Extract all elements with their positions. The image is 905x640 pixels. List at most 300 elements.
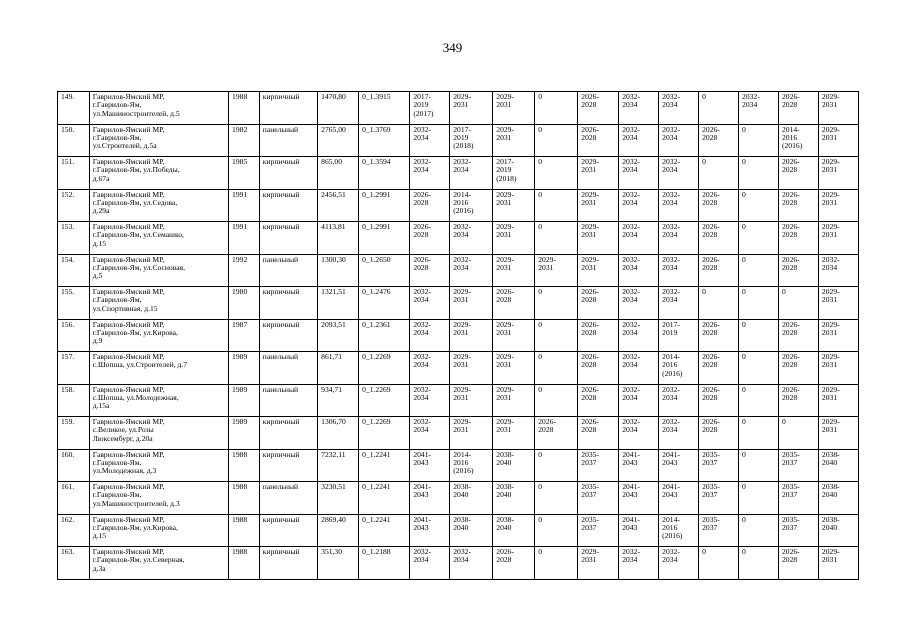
year-cell-line: 1988 — [232, 449, 248, 459]
period-cell-1-line: 2034 — [413, 327, 429, 337]
period-cell-3-line: 2040 — [496, 457, 512, 467]
year-cell — [229, 352, 260, 385]
period-cell-1-line: 2019 — [413, 100, 429, 110]
period-cell-5-line: 2031 — [581, 165, 597, 175]
period-cell-2-line: 2029- — [453, 384, 471, 394]
table-row — [58, 92, 859, 125]
period-cell-3 — [493, 547, 535, 580]
period-cell-9 — [739, 157, 779, 190]
period-cell-2-line: 2014- — [453, 449, 471, 459]
address-cell-line: Гаврилов-Ямский МР, — [92, 92, 165, 101]
period-cell-2-line: 2014- — [453, 189, 471, 199]
index-cell — [359, 92, 410, 125]
period-cell-6 — [619, 482, 659, 515]
period-cell-2-line: 2032- — [453, 222, 471, 231]
period-cell-3-line: 2029- — [496, 352, 514, 361]
address-cell-line: г.Гаврилов-Ям, ул.Победы, — [92, 165, 180, 175]
period-cell-8 — [699, 449, 739, 482]
period-cell-4-line: 0 — [538, 482, 543, 491]
period-cell-4 — [535, 254, 578, 287]
period-cell-3-line: 2026- — [496, 287, 514, 296]
period-cell-6-line: 2034 — [622, 262, 638, 272]
period-cell-6-line: 2034 — [622, 360, 638, 370]
period-cell-3-line: 2038- — [496, 514, 514, 524]
period-cell-1-line: 2026- — [413, 222, 432, 231]
period-cell-11-line: 2031 — [821, 327, 838, 337]
period-cell-11-line: 2034 — [821, 262, 838, 272]
period-cell-5-line: 2026- — [581, 124, 599, 134]
period-cell-10 — [778, 287, 818, 320]
period-cell-10 — [778, 384, 818, 417]
period-cell-11-line: 2029- — [821, 352, 840, 361]
period-cell-11 — [818, 514, 858, 547]
period-cell-7-line: 2032- — [662, 222, 680, 231]
material-cell — [259, 547, 317, 580]
index-cell — [359, 189, 410, 222]
period-cell-5-line: 2037 — [581, 522, 597, 532]
period-cell-1 — [410, 189, 450, 222]
period-cell-2-line: 2040 — [453, 490, 469, 500]
index-cell — [359, 547, 410, 580]
period-cell-11 — [818, 417, 858, 450]
period-cell-1-line: 2032- — [413, 319, 432, 329]
period-cell-1 — [410, 124, 450, 157]
period-cell-9 — [739, 449, 779, 482]
period-cell-7-line: 2032- — [662, 254, 680, 264]
index-cell — [359, 482, 410, 515]
year-cell — [229, 124, 260, 157]
period-cell-3-line: 2031 — [496, 262, 512, 272]
period-cell-10-line: 2028 — [781, 230, 798, 240]
period-cell-1-line: 2041- — [413, 482, 432, 491]
period-cell-1 — [410, 482, 450, 515]
index-cell — [359, 157, 410, 190]
period-cell-7 — [659, 417, 699, 450]
row-number — [58, 157, 90, 190]
year-cell-line: 1992 — [232, 254, 248, 264]
period-cell-1-line: 2028 — [413, 230, 429, 240]
area-cell — [318, 92, 359, 125]
material-cell-line: кирпичный — [262, 157, 300, 166]
period-cell-2 — [450, 157, 493, 190]
period-cell-6-line: 2034 — [622, 392, 638, 402]
address-cell-line: с.Великое, ул.Розы — [92, 425, 154, 435]
area-cell-line: 4113,81 — [321, 222, 346, 231]
table-row — [58, 254, 859, 287]
period-cell-10 — [778, 449, 818, 482]
period-cell-2 — [450, 352, 493, 385]
period-cell-5-line: 2031 — [581, 197, 597, 207]
period-cell-11-line: 2029- — [821, 124, 840, 134]
period-cell-9 — [739, 514, 779, 547]
period-cell-5 — [578, 449, 619, 482]
period-cell-11 — [818, 157, 858, 190]
period-cell-11-line: 2031 — [821, 230, 838, 240]
period-cell-10-line: 2035- — [781, 449, 800, 459]
row-number — [58, 287, 90, 320]
period-cell-2-line: 2034 — [453, 165, 469, 175]
period-cell-7 — [659, 449, 699, 482]
material-cell-line: кирпичный — [262, 287, 300, 296]
period-cell-1 — [410, 319, 450, 352]
period-cell-9-line: 0 — [742, 514, 746, 524]
period-cell-4-line: 0 — [538, 352, 543, 361]
period-cell-8-line: 0 — [702, 92, 706, 101]
period-cell-4-line: 0 — [538, 319, 543, 329]
period-cell-8-line: 2026- — [702, 189, 720, 199]
period-cell-1-line: 2043 — [413, 490, 429, 500]
period-cell-10-line: 2026- — [781, 92, 800, 101]
material-cell — [259, 482, 317, 515]
row-number-line: 157. — [61, 352, 75, 361]
period-cell-3-line: 2029- — [496, 319, 514, 329]
year-cell-line: 1980 — [232, 287, 248, 296]
housing-registry-table — [57, 91, 859, 580]
period-cell-8-line: 0 — [702, 157, 706, 166]
period-cell-10-line: 2026- — [781, 254, 800, 264]
period-cell-4 — [535, 189, 578, 222]
year-cell-line: 1987 — [232, 319, 248, 329]
period-cell-7-line: 2032- — [662, 287, 680, 296]
address-cell-line: г.Гаврилов-Ям, — [92, 132, 142, 142]
table-row — [58, 222, 859, 255]
period-cell-1 — [410, 157, 450, 190]
period-cell-7-line: 2019 — [662, 327, 678, 337]
address-cell-line: г.Гаврилов-Ям, — [92, 490, 142, 500]
period-cell-10-line: 2028 — [781, 197, 798, 207]
address-cell — [89, 222, 228, 255]
row-number — [58, 482, 90, 515]
period-cell-1 — [410, 547, 450, 580]
address-cell — [89, 384, 228, 417]
period-cell-8-line: 2026- — [702, 352, 720, 361]
period-cell-11 — [818, 124, 858, 157]
index-cell-line: 0_1.2269 — [362, 384, 391, 394]
period-cell-2-line: 2031 — [453, 392, 469, 402]
period-cell-11-line: 2032- — [821, 254, 840, 264]
table-row — [58, 547, 859, 580]
period-cell-2-line: (2018) — [453, 141, 474, 151]
period-cell-7-line: 2032- — [662, 157, 680, 166]
period-cell-3-line: 2029- — [496, 124, 514, 134]
period-cell-2-line: 2032- — [453, 157, 471, 166]
period-cell-6 — [619, 319, 659, 352]
period-cell-9 — [739, 352, 779, 385]
period-cell-2-line: 2031 — [453, 100, 469, 110]
period-cell-5-line: 2031 — [581, 555, 597, 565]
period-cell-5-line: 2028 — [581, 392, 597, 402]
address-cell-line: Гаврилов-Ямский МР, — [92, 287, 165, 296]
year-cell-line: 1988 — [232, 92, 248, 101]
address-cell — [89, 482, 228, 515]
period-cell-5 — [578, 222, 619, 255]
period-cell-6-line: 2032- — [622, 222, 640, 231]
period-cell-3 — [493, 319, 535, 352]
period-cell-4-line: 0 — [538, 222, 543, 231]
period-cell-5-line: 2026- — [581, 92, 599, 101]
index-cell-line: 0_1.2269 — [362, 417, 391, 426]
period-cell-8-line: 2026- — [702, 222, 720, 231]
row-number — [58, 547, 90, 580]
period-cell-1 — [410, 352, 450, 385]
index-cell — [359, 222, 410, 255]
period-cell-3-line: 2017- — [496, 157, 514, 166]
period-cell-2-line: 2029- — [453, 352, 471, 361]
period-cell-8-line: 2026- — [702, 254, 720, 264]
address-cell-line: г.Гаврилов-Ям, ул.Седова, — [92, 197, 178, 207]
material-cell — [259, 189, 317, 222]
year-cell — [229, 92, 260, 125]
period-cell-5-line: 2028 — [581, 360, 597, 370]
address-cell-line: д.67а — [92, 173, 110, 183]
year-cell — [229, 547, 260, 580]
period-cell-1-line: 2028 — [413, 262, 429, 272]
period-cell-5-line: 2026- — [581, 352, 599, 361]
period-cell-3-line: 2029- — [496, 417, 514, 426]
area-cell — [318, 482, 359, 515]
period-cell-1 — [410, 254, 450, 287]
row-number-line: 153. — [61, 222, 75, 231]
period-cell-10-line: 2026- — [781, 222, 800, 231]
period-cell-11 — [818, 189, 858, 222]
address-cell — [89, 352, 228, 385]
area-cell-line: 2456,51 — [321, 189, 346, 199]
period-cell-7-line: 2041- — [662, 482, 680, 491]
period-cell-10-line: 2028 — [781, 165, 798, 175]
period-cell-4-line: 0 — [538, 514, 543, 524]
period-cell-9-line: 0 — [742, 384, 746, 394]
address-cell-line: Гаврилов-Ямский МР, — [92, 254, 165, 264]
period-cell-11 — [818, 254, 858, 287]
year-cell-line: 1989 — [232, 417, 248, 426]
period-cell-9-line: 0 — [742, 319, 746, 329]
period-cell-2-line: 2016 — [453, 197, 469, 207]
address-cell-line: д.29а — [92, 206, 110, 216]
year-cell — [229, 254, 260, 287]
period-cell-11 — [818, 449, 858, 482]
period-cell-8-line: 2028 — [702, 425, 718, 435]
period-cell-3 — [493, 514, 535, 547]
period-cell-8 — [699, 514, 739, 547]
period-cell-3-line: 2029- — [496, 92, 514, 101]
period-cell-7 — [659, 384, 699, 417]
address-cell-line: с.Шопша, ул.Молодежная, — [92, 392, 179, 402]
period-cell-8-line: 2026- — [702, 319, 720, 329]
year-cell-line: 1988 — [232, 482, 248, 491]
period-cell-5-line: 2028 — [581, 295, 597, 305]
period-cell-6-line: 2032- — [622, 157, 640, 166]
period-cell-7-line: 2034 — [662, 230, 678, 240]
period-cell-11-line: 2029- — [821, 417, 840, 426]
address-cell-line: с.Шопша, ул.Строителей, д.7 — [92, 360, 188, 370]
page-number: 349 — [442, 40, 463, 55]
period-cell-7 — [659, 352, 699, 385]
period-cell-9 — [739, 92, 779, 125]
area-cell — [318, 547, 359, 580]
period-cell-5 — [578, 189, 619, 222]
period-cell-3-line: 2026- — [496, 547, 514, 556]
period-cell-4-line: 2031 — [538, 262, 554, 272]
index-cell — [359, 287, 410, 320]
year-cell-line: 1988 — [232, 514, 248, 524]
period-cell-6-line: 2032- — [622, 189, 640, 199]
period-cell-2-line: 2029- — [453, 417, 471, 426]
period-cell-1 — [410, 514, 450, 547]
index-cell — [359, 514, 410, 547]
period-cell-10-line: 2026- — [781, 352, 800, 361]
period-cell-2 — [450, 547, 493, 580]
area-cell-line: 7232,11 — [321, 449, 346, 459]
period-cell-9-line: 0 — [742, 189, 746, 199]
material-cell — [259, 222, 317, 255]
table-row — [58, 514, 859, 547]
period-cell-5-line: 2035- — [581, 449, 599, 459]
index-cell-line: 0_1.2241 — [362, 482, 391, 491]
period-cell-5-line: 2037 — [581, 457, 597, 467]
period-cell-8-line: 2026- — [702, 417, 720, 426]
period-cell-6 — [619, 124, 659, 157]
area-cell — [318, 157, 359, 190]
period-cell-11-line: 2031 — [821, 295, 838, 305]
index-cell — [359, 254, 410, 287]
period-cell-7-line: 2034 — [662, 295, 678, 305]
address-cell — [89, 449, 228, 482]
area-cell-line: 3230,51 — [321, 482, 346, 491]
table-row — [58, 319, 859, 352]
period-cell-11-line: 2031 — [821, 165, 838, 175]
material-cell-line: кирпичный — [262, 547, 300, 556]
period-cell-2-line: 2019 — [453, 132, 469, 142]
period-cell-3 — [493, 449, 535, 482]
period-cell-11 — [818, 319, 858, 352]
period-cell-11-line: 2040 — [821, 457, 838, 467]
period-cell-7 — [659, 189, 699, 222]
period-cell-6-line: 2034 — [622, 197, 638, 207]
period-cell-10-line: 2037 — [781, 490, 798, 500]
period-cell-7 — [659, 92, 699, 125]
address-cell — [89, 254, 228, 287]
year-cell-line: 1989 — [232, 352, 248, 361]
period-cell-5 — [578, 547, 619, 580]
address-cell-line: д.15 — [92, 238, 107, 248]
period-cell-1-line: 2034 — [413, 132, 429, 142]
period-cell-10 — [778, 319, 818, 352]
period-cell-5-line: 2029- — [581, 254, 599, 264]
period-cell-6-line: 2034 — [622, 165, 638, 175]
address-cell-line: Гаврилов-Ямский МР, — [92, 482, 165, 491]
year-cell — [229, 384, 260, 417]
row-number-line: 150. — [61, 124, 75, 134]
period-cell-6 — [619, 352, 659, 385]
row-number-line: 161. — [61, 482, 75, 491]
period-cell-3-line: 2031 — [496, 425, 512, 435]
period-cell-9 — [739, 124, 779, 157]
period-cell-7-line: 2034 — [662, 262, 678, 272]
row-number-line: 152. — [61, 189, 75, 199]
period-cell-10 — [778, 514, 818, 547]
address-cell-line: Гаврилов-Ямский МР, — [92, 222, 165, 231]
period-cell-6-line: 2034 — [622, 295, 638, 305]
area-cell-line: 1306,70 — [321, 417, 346, 426]
period-cell-6-line: 2032- — [622, 254, 640, 264]
period-cell-4-line: 0 — [538, 449, 543, 459]
period-cell-8 — [699, 352, 739, 385]
material-cell — [259, 417, 317, 450]
period-cell-8 — [699, 189, 739, 222]
period-cell-5-line: 2026- — [581, 319, 599, 329]
material-cell — [259, 92, 317, 125]
period-cell-6 — [619, 514, 659, 547]
period-cell-6-line: 2041- — [622, 449, 640, 459]
period-cell-3-line: 2031 — [496, 230, 512, 240]
period-cell-7 — [659, 157, 699, 190]
address-cell-line: д.3а — [92, 563, 106, 573]
period-cell-2-line: 2031 — [453, 360, 469, 370]
period-cell-2 — [450, 124, 493, 157]
table-row — [58, 352, 859, 385]
period-cell-1-line: 2032- — [413, 124, 432, 134]
period-cell-5-line: 2026- — [581, 417, 599, 426]
period-cell-11-line: 2029- — [821, 547, 840, 556]
period-cell-9-line: 0 — [742, 287, 746, 296]
period-cell-4 — [535, 352, 578, 385]
period-cell-10 — [778, 417, 818, 450]
period-cell-8-line: 2035- — [702, 514, 720, 524]
period-cell-8-line: 0 — [702, 547, 706, 556]
material-cell-line: панельный — [262, 124, 299, 134]
area-cell-line: 934,71 — [321, 384, 343, 394]
period-cell-7 — [659, 482, 699, 515]
period-cell-7-line: 2032- — [662, 384, 680, 394]
index-cell — [359, 449, 410, 482]
period-cell-8-line: 2028 — [702, 360, 718, 370]
period-cell-11-line: 2029- — [821, 222, 840, 231]
period-cell-1-line: 2032- — [413, 417, 432, 426]
period-cell-10-line: 2037 — [781, 522, 798, 532]
period-cell-6-line: 2034 — [622, 555, 638, 565]
year-cell — [229, 287, 260, 320]
period-cell-5-line: 2029- — [581, 547, 599, 556]
period-cell-2-line: 2031 — [453, 327, 469, 337]
period-cell-2-line: 2032- — [453, 254, 471, 264]
period-cell-9 — [739, 384, 779, 417]
area-cell-line: 861,71 — [321, 352, 343, 361]
area-cell-line: 351,30 — [321, 547, 343, 556]
row-number — [58, 352, 90, 385]
period-cell-3-line: 2029- — [496, 254, 514, 264]
period-cell-1-line: 2032- — [413, 547, 432, 556]
row-number — [58, 189, 90, 222]
period-cell-2-line: (2016) — [453, 206, 474, 216]
index-cell-line: 0_1.2991 — [362, 222, 391, 231]
address-cell-line: Гаврилов-Ямский МР, — [92, 384, 165, 394]
period-cell-4 — [535, 92, 578, 125]
period-cell-6-line: 2034 — [622, 100, 638, 110]
period-cell-1 — [410, 92, 450, 125]
period-cell-2 — [450, 482, 493, 515]
period-cell-7-line: 2034 — [662, 132, 678, 142]
period-cell-5 — [578, 287, 619, 320]
material-cell-line: кирпичный — [262, 514, 300, 524]
area-cell — [318, 254, 359, 287]
period-cell-11-line: 2029- — [821, 319, 840, 329]
index-cell-line: 0_1.2991 — [362, 189, 391, 199]
period-cell-11-line: 2029- — [821, 157, 840, 166]
period-cell-3 — [493, 352, 535, 385]
index-cell-line: 0_1.2650 — [362, 254, 391, 264]
index-cell-line: 0_1.2241 — [362, 449, 391, 459]
period-cell-6 — [619, 92, 659, 125]
